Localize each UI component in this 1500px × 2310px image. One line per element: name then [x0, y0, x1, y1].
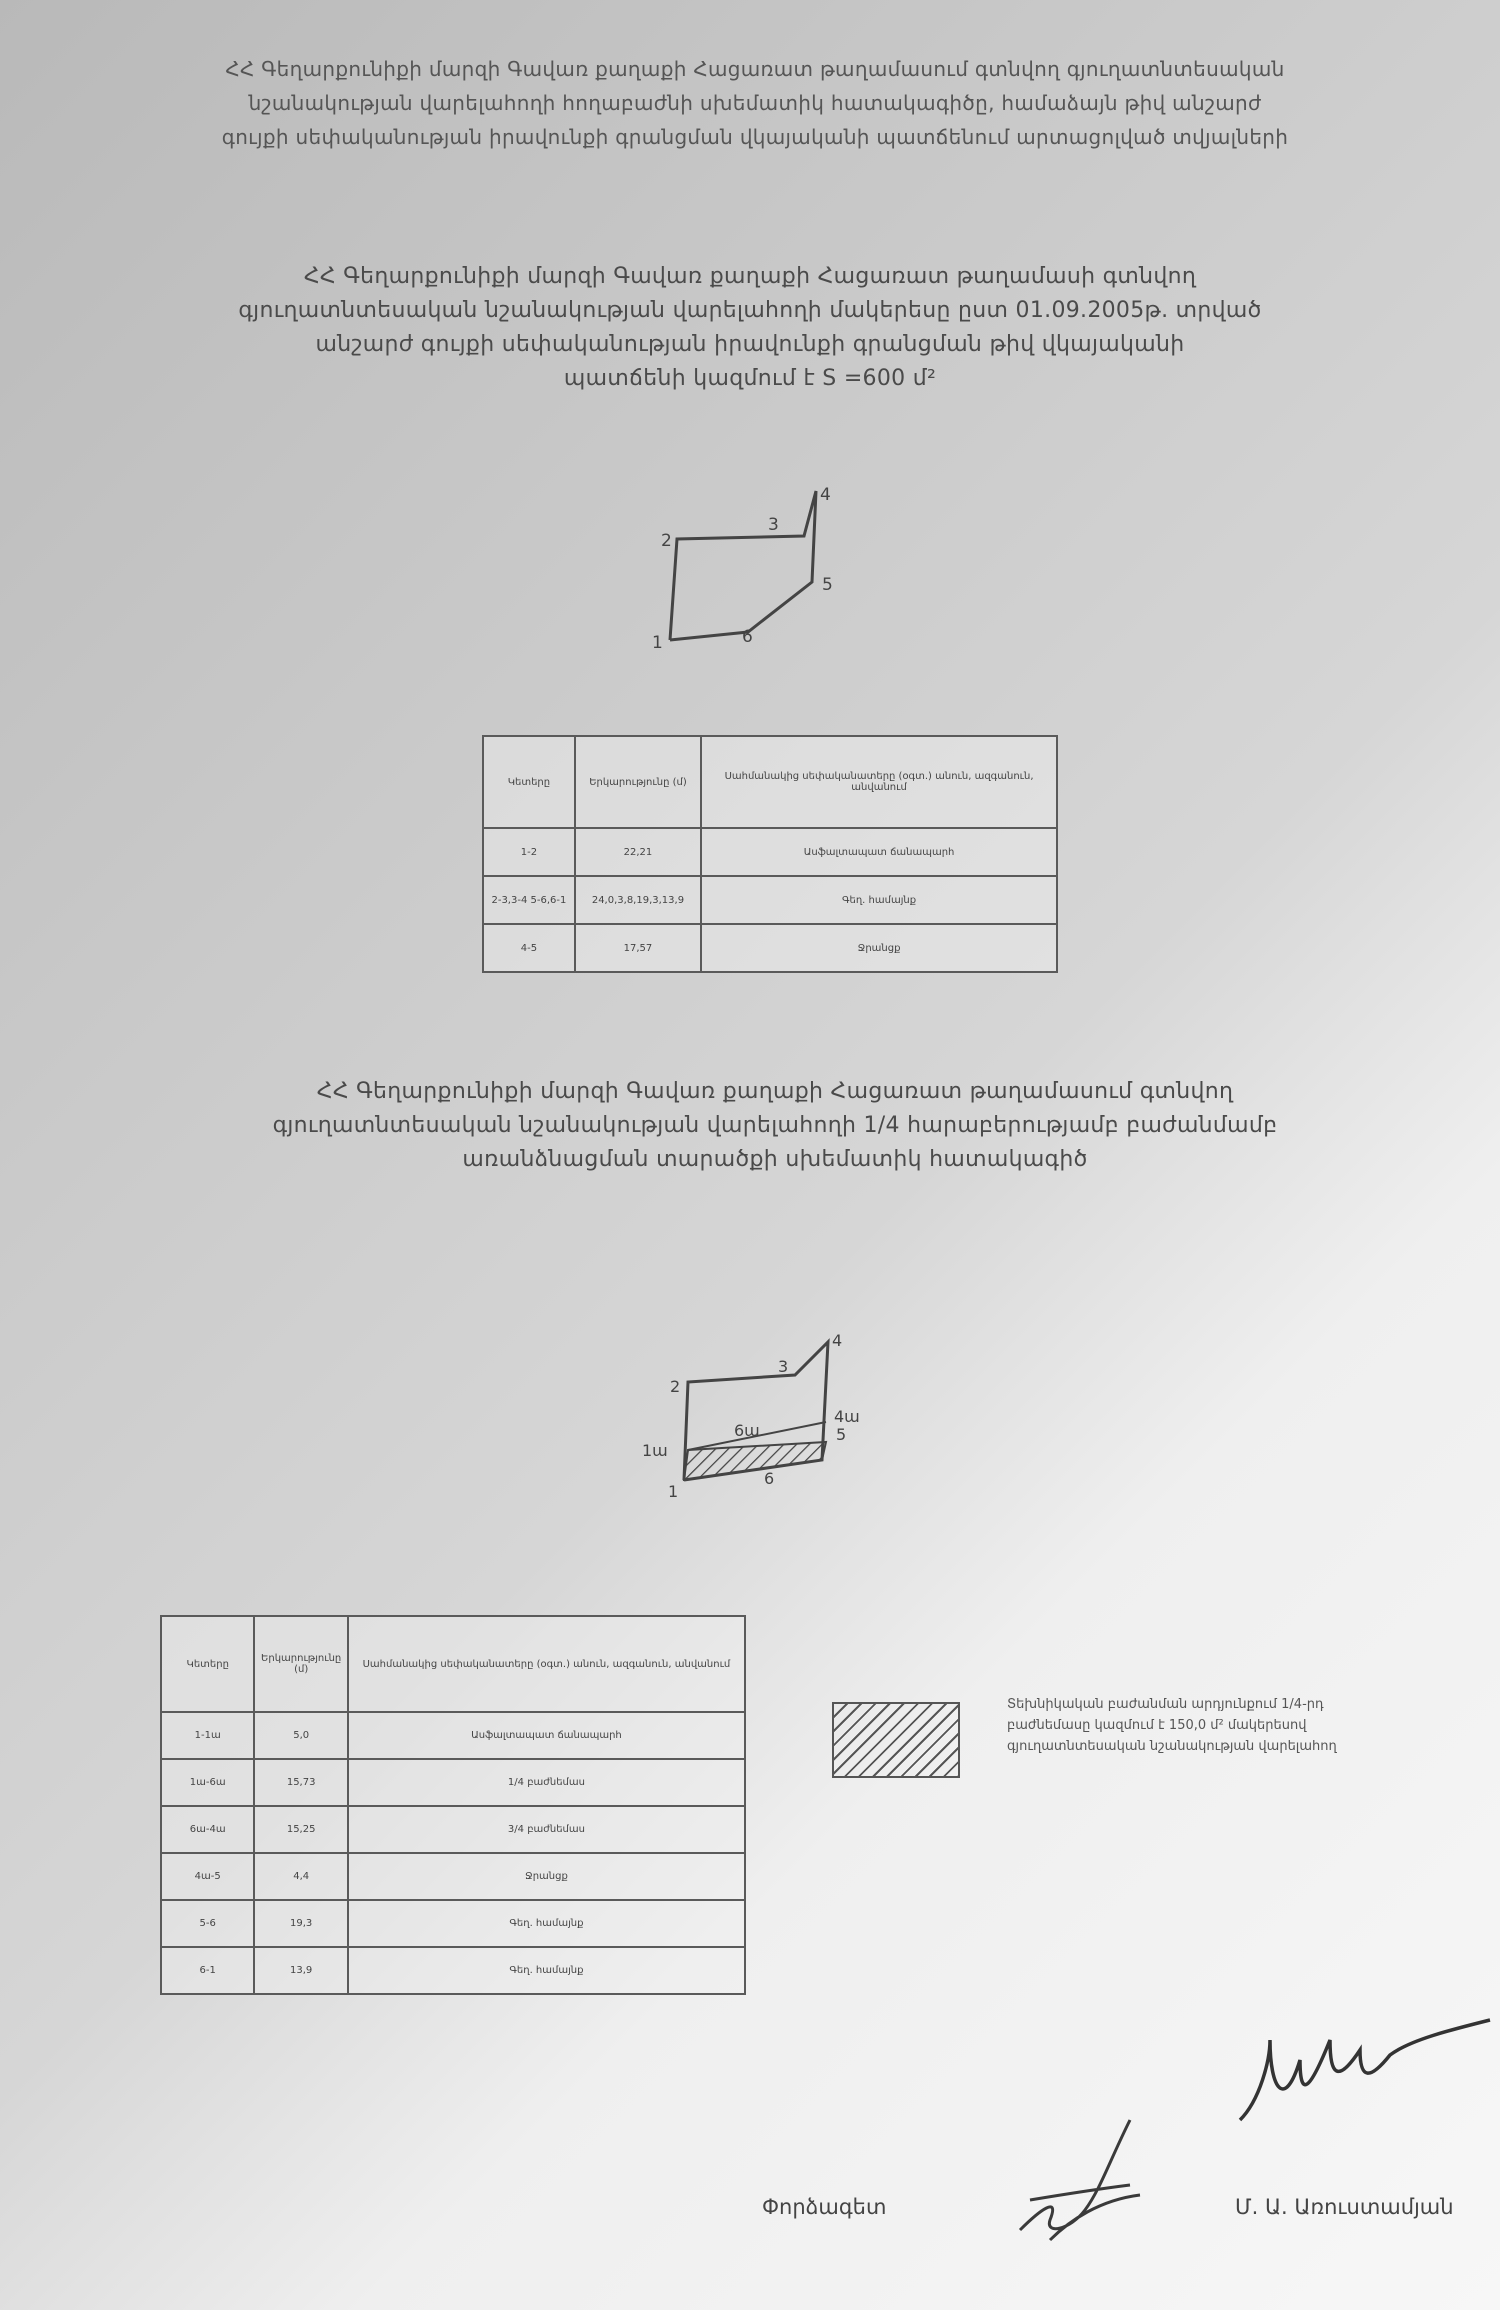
table-cell: 5-6: [161, 1900, 254, 1947]
table-row: [483, 924, 1057, 972]
table-row: [161, 1712, 745, 1759]
col-header: Երկարությունը (մ): [575, 736, 701, 828]
table-row: [161, 1853, 745, 1900]
plot-line: ՀՀ Գեղարքունիքի մարզի Գավառ քաղաքի Հացառատ թաղամասի գտնվող: [303, 264, 1197, 289]
hatch-legend-text: [1007, 1694, 1477, 1757]
ratio-line: առանձնացման տարածքի սխեմատիկ հատակագիծ: [462, 1147, 1088, 1172]
col-header: Կետերը: [483, 736, 575, 828]
header-paragraph: [90, 52, 1420, 154]
ratio-line: գյուղատնտեսական նշանակության վարելահողի 1/4 հարաբերությամբ բաժանմամբ: [272, 1113, 1278, 1138]
table-cell: 24,0,3,8,19,3,13,9: [575, 876, 701, 924]
point-label: 3: [778, 1357, 789, 1376]
table-row: [161, 1900, 745, 1947]
table-cell: 17,57: [575, 924, 701, 972]
col-header: Երկարությունը (մ): [254, 1616, 347, 1712]
plot-line: անշարժ գույքի սեփականության իրավունքի գրանցման թիվ վկայականի: [315, 332, 1185, 357]
table-cell: Ջրանցք: [701, 924, 1057, 972]
table-cell: 4,4: [254, 1853, 347, 1900]
table-row: [161, 1947, 745, 1994]
table-cell: Գեղ. համայնք: [701, 876, 1057, 924]
table-cell: 19,3: [254, 1900, 347, 1947]
table-cell: 4-5: [483, 924, 575, 972]
table-cell: 1ա-6ա: [161, 1759, 254, 1806]
table-cell: 6-1: [161, 1947, 254, 1994]
table-cell: 13,9: [254, 1947, 347, 1994]
plot-description: [160, 260, 1340, 396]
table-row: [161, 1759, 745, 1806]
signer-name: Մ. Ա. Առուստամյան: [1235, 2195, 1454, 2219]
table-cell: 1/4 բաժնեմաս: [348, 1759, 745, 1806]
boundary-table-2: [160, 1615, 746, 1995]
legend-line: բաժնեմասը կազմում է 150,0 մ² մակերեսով: [1007, 1718, 1307, 1733]
point-label: 6: [742, 627, 753, 647]
point-label: 5: [822, 575, 833, 595]
table-cell: 4ա-5: [161, 1853, 254, 1900]
plot-outline: [670, 491, 816, 640]
col-header: Սահմանակից սեփականատերը (օգտ.) անուն, ազգանուն, անվանում: [701, 736, 1057, 828]
ratio-line: ՀՀ Գեղարքունիքի մարզի Գավառ քաղաքի Հացառատ թաղամասում գտնվող: [316, 1079, 1234, 1104]
point-label: 6ա: [734, 1421, 760, 1440]
plot-line: պատճենի կազմում է S =600 մ²: [563, 366, 937, 391]
table-cell: 1-2: [483, 828, 575, 876]
point-label: 1ա: [642, 1441, 668, 1460]
boundary-table-1: [482, 735, 1058, 973]
point-label: 4: [820, 485, 831, 505]
table-cell: 15,25: [254, 1806, 347, 1853]
point-label: 1: [652, 633, 663, 650]
official-signature: [1230, 2000, 1500, 2130]
table-cell: Ասֆալտապատ ճանապարհ: [348, 1712, 745, 1759]
table-cell: 1-1ա: [161, 1712, 254, 1759]
point-label: 2: [661, 531, 672, 551]
legend-line: Տեխնիկական բաժանման արդյունքում 1/4-րդ: [1007, 1697, 1324, 1712]
table-cell: Ասֆալտապատ ճանապարհ: [701, 828, 1057, 876]
table-row: [483, 828, 1057, 876]
plot-diagram: [640, 470, 870, 650]
table-cell: Ջրանցք: [348, 1853, 745, 1900]
point-label: 4: [832, 1331, 843, 1350]
header-line: ՀՀ Գեղարքունիքի մարզի Գավառ քաղաքի Հացառատ թաղամասում գտնվող գյուղատնտեսական: [225, 57, 1285, 81]
table-row: [161, 1806, 745, 1853]
point-label: 2: [670, 1377, 681, 1396]
table-row: [483, 876, 1057, 924]
point-label: 5: [836, 1425, 847, 1444]
header-line: նշանակության վարելահողի հողաբաժնի սխեմատիկ հատակագիծը, համաձայն թիվ անշարժ: [248, 91, 1262, 115]
table-cell: 3/4 բաժնեմաս: [348, 1806, 745, 1853]
col-header: Կետերը: [161, 1616, 254, 1712]
ratio-description: [190, 1075, 1360, 1177]
point-label: 4ա: [834, 1407, 860, 1426]
header-line: գույքի սեփականության իրավունքի գրանցման վկայականի պատճենում արտացոլված տվյալների: [221, 125, 1289, 149]
table-cell: 5,0: [254, 1712, 347, 1759]
table-cell: Գեղ. համայնք: [348, 1947, 745, 1994]
plot-line: գյուղատնտեսական նշանակության վարելահողի մակերեսը ըստ 01.09.2005թ. տրված: [238, 298, 1262, 323]
table-cell: 15,73: [254, 1759, 347, 1806]
signer-label: Փորձագետ: [762, 2195, 887, 2219]
point-label: 6: [764, 1469, 775, 1488]
legend-line: գյուղատնտեսական նշանակության վարելահող: [1007, 1739, 1337, 1754]
point-label: 1: [668, 1482, 679, 1501]
table-cell: 22,21: [575, 828, 701, 876]
hatch-legend-swatch: [832, 1702, 960, 1778]
point-label: 3: [768, 515, 779, 535]
expert-signature: [990, 2100, 1160, 2250]
col-header: Սահմանակից սեփականատերը (օգտ.) անուն, ազգանուն, անվանում: [348, 1616, 745, 1712]
table-cell: 2-3,3-4 5-6,6-1: [483, 876, 575, 924]
table-cell: Գեղ. համայնք: [348, 1900, 745, 1947]
table-cell: 6ա-4ա: [161, 1806, 254, 1853]
division-diagram: [640, 1320, 870, 1510]
